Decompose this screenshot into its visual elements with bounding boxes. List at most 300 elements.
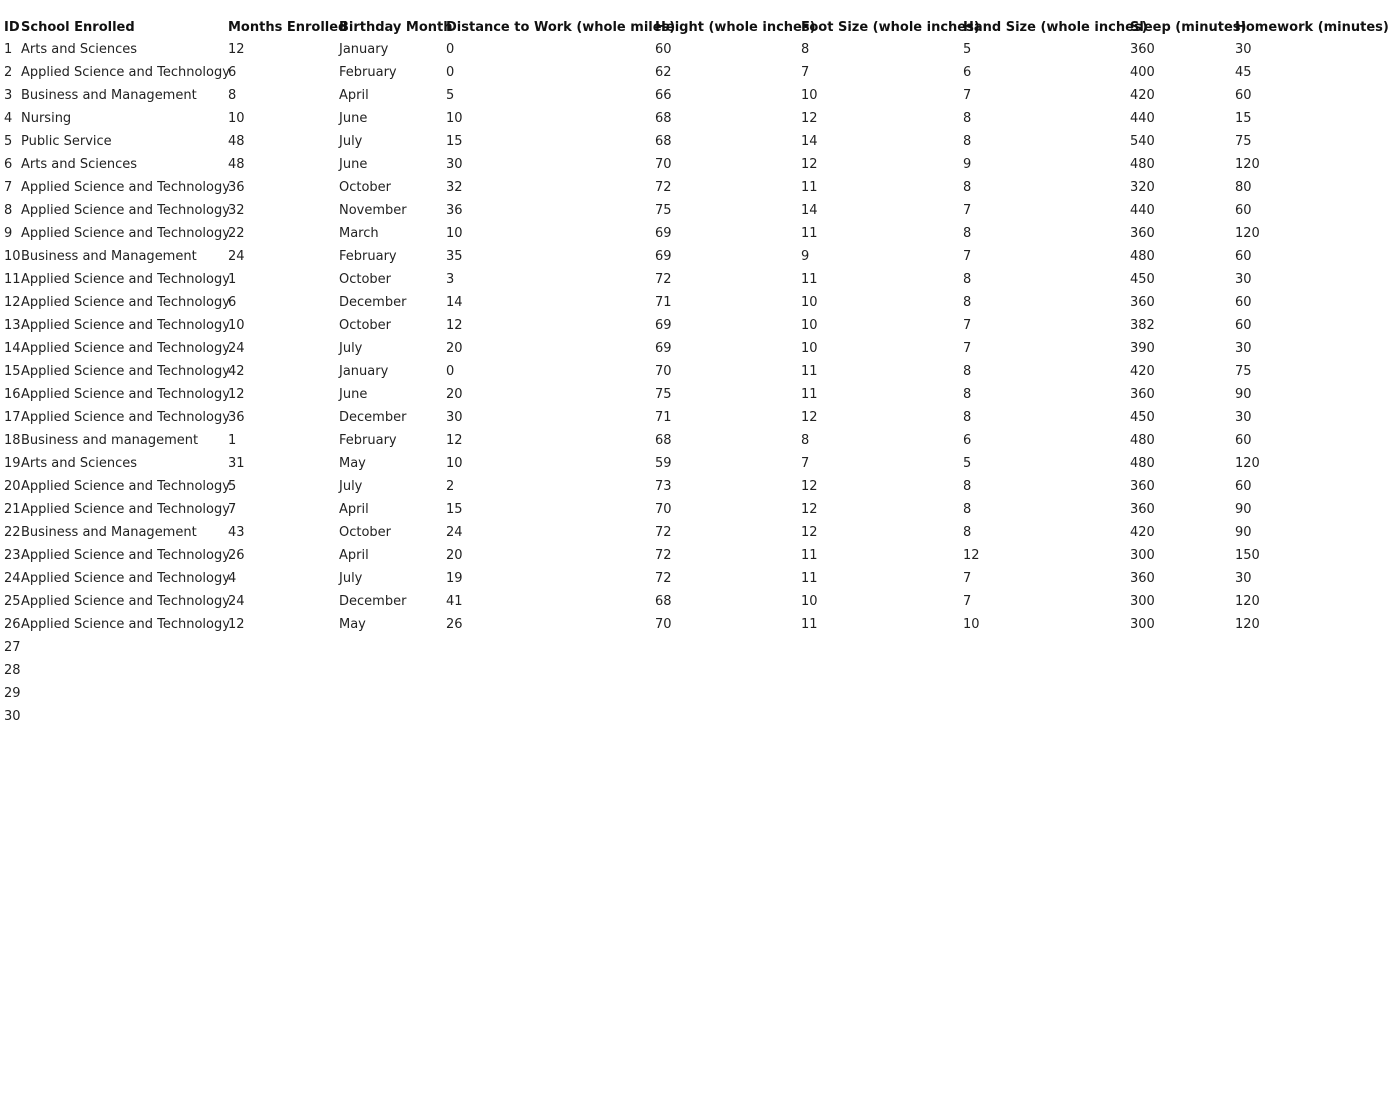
cell-birthday: October — [339, 318, 392, 333]
cell-id: 8 — [4, 203, 13, 218]
cell-sleep — [1130, 705, 1235, 728]
cell-homework: 90 — [1235, 387, 1252, 402]
cell-homework: 15 — [1235, 111, 1252, 126]
table-row — [4, 245, 1389, 268]
cell-hand: 8 — [963, 502, 972, 517]
cell-hand: 9 — [963, 157, 972, 172]
cell-sleep: 400 — [1130, 65, 1155, 80]
table-row — [4, 498, 1389, 521]
data-table — [4, 16, 1389, 728]
column-header-months: Months Enrolled — [228, 19, 348, 35]
cell-birthday: July — [339, 134, 363, 149]
cell-height: 72 — [655, 571, 672, 586]
table-row — [4, 406, 1389, 429]
cell-height: 68 — [655, 433, 672, 448]
cell-birthday: February — [339, 433, 397, 448]
cell-homework — [1235, 659, 1389, 682]
cell-hand: 8 — [963, 479, 972, 494]
cell-hand: 6 — [963, 433, 972, 448]
cell-sleep — [1130, 636, 1235, 659]
table-row — [4, 153, 1389, 176]
cell-school: Applied Science and Technology — [21, 502, 230, 517]
cell-foot: 11 — [801, 226, 818, 241]
cell-birthday: June — [339, 111, 368, 126]
cell-hand — [963, 636, 1130, 659]
cell-school: Applied Science and Technology — [21, 387, 230, 402]
cell-homework: 30 — [1235, 571, 1252, 586]
table-row — [4, 222, 1389, 245]
cell-sleep: 440 — [1130, 111, 1155, 126]
cell-school: Applied Science and Technology — [21, 226, 230, 241]
cell-height: 68 — [655, 594, 672, 609]
column-header-foot: Foot Size (whole inches) — [801, 19, 980, 35]
cell-height: 72 — [655, 272, 672, 287]
cell-sleep: 360 — [1130, 571, 1155, 586]
cell-height: 70 — [655, 364, 672, 379]
cell-months: 31 — [228, 456, 245, 471]
table-body — [4, 38, 1389, 728]
cell-hand: 7 — [963, 203, 972, 218]
table-row — [4, 38, 1389, 61]
cell-height — [655, 682, 801, 705]
cell-birthday: March — [339, 226, 379, 241]
cell-height: 69 — [655, 341, 672, 356]
cell-school: Applied Science and Technology — [21, 617, 230, 632]
cell-height: 72 — [655, 180, 672, 195]
cell-homework — [1235, 705, 1389, 728]
cell-id: 29 — [4, 686, 21, 701]
cell-id: 7 — [4, 180, 13, 195]
column-header-hand: Hand Size (whole inches) — [963, 19, 1148, 35]
table-row — [4, 176, 1389, 199]
cell-distance: 3 — [446, 272, 455, 287]
cell-school: Nursing — [21, 111, 72, 126]
cell-id: 18 — [4, 433, 21, 448]
cell-sleep: 480 — [1130, 456, 1155, 471]
cell-school: Applied Science and Technology — [21, 318, 230, 333]
cell-birthday: November — [339, 203, 407, 218]
column-header-birthday: Birthday Month — [339, 19, 453, 35]
cell-sleep: 360 — [1130, 387, 1155, 402]
cell-school: Business and Management — [21, 525, 197, 540]
cell-distance: 26 — [446, 617, 463, 632]
cell-hand: 8 — [963, 226, 972, 241]
cell-months: 10 — [228, 111, 245, 126]
cell-id: 10 — [4, 249, 21, 264]
table-row — [4, 613, 1389, 636]
cell-sleep: 360 — [1130, 502, 1155, 517]
cell-distance — [446, 682, 655, 705]
table-row — [4, 705, 1389, 728]
cell-foot: 14 — [801, 134, 818, 149]
cell-homework: 120 — [1235, 157, 1260, 172]
cell-id: 19 — [4, 456, 21, 471]
table-row — [4, 590, 1389, 613]
cell-distance: 30 — [446, 410, 463, 425]
cell-hand — [963, 659, 1130, 682]
cell-sleep: 360 — [1130, 42, 1155, 57]
cell-height: 71 — [655, 410, 672, 425]
cell-sleep: 420 — [1130, 364, 1155, 379]
cell-hand: 8 — [963, 111, 972, 126]
cell-birthday — [339, 636, 446, 659]
cell-months: 42 — [228, 364, 245, 379]
cell-sleep: 300 — [1130, 594, 1155, 609]
cell-distance: 0 — [446, 65, 455, 80]
cell-distance: 41 — [446, 594, 463, 609]
cell-homework: 120 — [1235, 594, 1260, 609]
cell-school: Applied Science and Technology — [21, 548, 230, 563]
cell-homework: 120 — [1235, 617, 1260, 632]
cell-hand: 5 — [963, 456, 972, 471]
cell-school — [21, 682, 228, 705]
cell-id: 20 — [4, 479, 21, 494]
cell-distance: 12 — [446, 433, 463, 448]
cell-school: Arts and Sciences — [21, 42, 137, 57]
cell-foot: 11 — [801, 272, 818, 287]
cell-distance: 14 — [446, 295, 463, 310]
cell-distance: 20 — [446, 387, 463, 402]
cell-sleep: 450 — [1130, 410, 1155, 425]
cell-sleep: 382 — [1130, 318, 1155, 333]
cell-foot: 11 — [801, 180, 818, 195]
cell-birthday: December — [339, 295, 407, 310]
cell-months: 48 — [228, 157, 245, 172]
cell-foot: 12 — [801, 479, 818, 494]
cell-sleep: 540 — [1130, 134, 1155, 149]
cell-months: 32 — [228, 203, 245, 218]
cell-foot: 11 — [801, 548, 818, 563]
table-row — [4, 383, 1389, 406]
cell-foot: 11 — [801, 387, 818, 402]
cell-height: 70 — [655, 617, 672, 632]
cell-height: 72 — [655, 525, 672, 540]
cell-school: Applied Science and Technology — [21, 341, 230, 356]
cell-foot: 8 — [801, 42, 810, 57]
cell-id: 16 — [4, 387, 21, 402]
cell-school — [21, 705, 228, 728]
cell-homework: 60 — [1235, 295, 1252, 310]
cell-id: 1 — [4, 42, 13, 57]
cell-months: 8 — [228, 88, 237, 103]
cell-hand: 8 — [963, 364, 972, 379]
cell-foot: 12 — [801, 410, 818, 425]
cell-birthday: December — [339, 410, 407, 425]
cell-months: 36 — [228, 180, 245, 195]
cell-birthday: October — [339, 525, 392, 540]
cell-id: 2 — [4, 65, 13, 80]
cell-height: 60 — [655, 42, 672, 57]
column-header-sleep: Sleep (minutes) — [1130, 19, 1247, 35]
cell-sleep: 420 — [1130, 525, 1155, 540]
cell-birthday: December — [339, 594, 407, 609]
header-row — [4, 16, 1389, 38]
cell-sleep: 450 — [1130, 272, 1155, 287]
cell-distance — [446, 705, 655, 728]
cell-homework: 60 — [1235, 479, 1252, 494]
cell-school: Applied Science and Technology — [21, 180, 230, 195]
cell-hand: 8 — [963, 525, 972, 540]
cell-homework: 30 — [1235, 272, 1252, 287]
cell-birthday: April — [339, 548, 369, 563]
table-row — [4, 659, 1389, 682]
cell-id: 22 — [4, 525, 21, 540]
cell-foot: 11 — [801, 571, 818, 586]
cell-hand: 7 — [963, 88, 972, 103]
cell-months — [228, 659, 339, 682]
cell-height: 68 — [655, 134, 672, 149]
cell-id: 4 — [4, 111, 13, 126]
cell-id: 30 — [4, 709, 21, 724]
cell-sleep: 480 — [1130, 157, 1155, 172]
cell-school: Arts and Sciences — [21, 157, 137, 172]
column-header-distance: Distance to Work (whole miles) — [446, 19, 676, 35]
cell-months — [228, 636, 339, 659]
cell-birthday: May — [339, 617, 366, 632]
table-row — [4, 682, 1389, 705]
cell-foot: 7 — [801, 65, 810, 80]
cell-id: 23 — [4, 548, 21, 563]
cell-homework: 120 — [1235, 226, 1260, 241]
table-row — [4, 521, 1389, 544]
cell-birthday — [339, 705, 446, 728]
cell-id: 5 — [4, 134, 13, 149]
table-row — [4, 199, 1389, 222]
cell-birthday: October — [339, 272, 392, 287]
cell-foot: 12 — [801, 502, 818, 517]
cell-months: 24 — [228, 594, 245, 609]
cell-distance: 32 — [446, 180, 463, 195]
cell-foot — [801, 636, 963, 659]
cell-homework: 90 — [1235, 525, 1252, 540]
cell-height: 70 — [655, 157, 672, 172]
cell-homework: 80 — [1235, 180, 1252, 195]
cell-school: Public Service — [21, 134, 112, 149]
cell-homework: 60 — [1235, 203, 1252, 218]
cell-height: 71 — [655, 295, 672, 310]
cell-sleep: 440 — [1130, 203, 1155, 218]
cell-months: 6 — [228, 295, 237, 310]
cell-sleep: 320 — [1130, 180, 1155, 195]
cell-foot: 14 — [801, 203, 818, 218]
cell-foot: 11 — [801, 617, 818, 632]
cell-height: 75 — [655, 387, 672, 402]
cell-foot: 8 — [801, 433, 810, 448]
cell-height: 59 — [655, 456, 672, 471]
table-row — [4, 268, 1389, 291]
column-header-homework: Homework (minutes) — [1235, 19, 1389, 35]
cell-distance: 10 — [446, 456, 463, 471]
cell-distance: 0 — [446, 364, 455, 379]
cell-id: 24 — [4, 571, 21, 586]
cell-birthday: April — [339, 502, 369, 517]
cell-hand: 7 — [963, 318, 972, 333]
cell-foot: 10 — [801, 341, 818, 356]
cell-sleep: 480 — [1130, 249, 1155, 264]
cell-homework — [1235, 636, 1389, 659]
cell-height — [655, 636, 801, 659]
cell-foot — [801, 682, 963, 705]
cell-distance: 24 — [446, 525, 463, 540]
cell-hand: 8 — [963, 295, 972, 310]
cell-distance: 15 — [446, 134, 463, 149]
cell-height: 69 — [655, 249, 672, 264]
cell-foot: 10 — [801, 88, 818, 103]
cell-months: 24 — [228, 249, 245, 264]
cell-distance: 20 — [446, 548, 463, 563]
cell-school — [21, 636, 228, 659]
cell-homework: 30 — [1235, 410, 1252, 425]
cell-school: Arts and Sciences — [21, 456, 137, 471]
cell-id: 13 — [4, 318, 21, 333]
cell-homework: 120 — [1235, 456, 1260, 471]
cell-school: Applied Science and Technology — [21, 272, 230, 287]
cell-hand: 7 — [963, 594, 972, 609]
cell-months: 1 — [228, 433, 237, 448]
cell-hand: 12 — [963, 548, 980, 563]
table-row — [4, 360, 1389, 383]
cell-homework: 30 — [1235, 42, 1252, 57]
cell-height: 69 — [655, 318, 672, 333]
table-row — [4, 337, 1389, 360]
cell-homework: 60 — [1235, 88, 1252, 103]
cell-foot: 9 — [801, 249, 810, 264]
cell-id: 25 — [4, 594, 21, 609]
cell-school: Applied Science and Technology — [21, 410, 230, 425]
cell-sleep — [1130, 659, 1235, 682]
cell-months: 12 — [228, 42, 245, 57]
cell-months — [228, 705, 339, 728]
cell-homework: 60 — [1235, 318, 1252, 333]
cell-homework: 75 — [1235, 364, 1252, 379]
cell-sleep: 360 — [1130, 226, 1155, 241]
cell-height: 73 — [655, 479, 672, 494]
cell-foot: 12 — [801, 525, 818, 540]
cell-foot: 10 — [801, 318, 818, 333]
cell-id: 27 — [4, 640, 21, 655]
cell-foot: 7 — [801, 456, 810, 471]
cell-homework: 90 — [1235, 502, 1252, 517]
cell-sleep: 390 — [1130, 341, 1155, 356]
table-row — [4, 130, 1389, 153]
cell-months: 12 — [228, 387, 245, 402]
cell-id: 28 — [4, 663, 21, 678]
cell-hand: 8 — [963, 134, 972, 149]
table-row — [4, 636, 1389, 659]
cell-id: 11 — [4, 272, 21, 287]
cell-sleep — [1130, 682, 1235, 705]
table-row — [4, 61, 1389, 84]
cell-school: Applied Science and Technology — [21, 203, 230, 218]
cell-months: 1 — [228, 272, 237, 287]
cell-homework: 60 — [1235, 433, 1252, 448]
cell-sleep: 300 — [1130, 617, 1155, 632]
cell-months: 7 — [228, 502, 237, 517]
cell-distance: 10 — [446, 226, 463, 241]
cell-months: 12 — [228, 617, 245, 632]
cell-months: 36 — [228, 410, 245, 425]
cell-id: 3 — [4, 88, 13, 103]
cell-months: 6 — [228, 65, 237, 80]
cell-school: Applied Science and Technology — [21, 594, 230, 609]
data-table-viewport — [4, 16, 1389, 724]
table-header — [4, 16, 1389, 38]
cell-distance: 30 — [446, 157, 463, 172]
cell-months: 5 — [228, 479, 237, 494]
cell-school: Business and Management — [21, 249, 197, 264]
cell-hand: 8 — [963, 387, 972, 402]
cell-hand — [963, 705, 1130, 728]
cell-birthday: July — [339, 571, 363, 586]
cell-birthday: January — [339, 42, 389, 57]
table-row — [4, 475, 1389, 498]
cell-hand: 8 — [963, 410, 972, 425]
cell-birthday: January — [339, 364, 389, 379]
cell-birthday: February — [339, 249, 397, 264]
cell-foot — [801, 705, 963, 728]
cell-birthday: July — [339, 479, 363, 494]
column-header-school: School Enrolled — [21, 19, 135, 35]
cell-sleep: 360 — [1130, 295, 1155, 310]
cell-foot: 12 — [801, 157, 818, 172]
cell-height: 70 — [655, 502, 672, 517]
cell-distance: 36 — [446, 203, 463, 218]
cell-foot — [801, 659, 963, 682]
cell-birthday: April — [339, 88, 369, 103]
cell-school: Business and management — [21, 433, 199, 448]
cell-homework: 45 — [1235, 65, 1252, 80]
table-row — [4, 567, 1389, 590]
cell-height — [655, 659, 801, 682]
cell-hand: 5 — [963, 42, 972, 57]
table-row — [4, 429, 1389, 452]
cell-id: 26 — [4, 617, 21, 632]
cell-months — [228, 682, 339, 705]
cell-distance: 20 — [446, 341, 463, 356]
cell-months: 48 — [228, 134, 245, 149]
table-row — [4, 107, 1389, 130]
cell-school: Applied Science and Technology — [21, 571, 230, 586]
cell-homework: 75 — [1235, 134, 1252, 149]
cell-hand: 8 — [963, 272, 972, 287]
cell-months: 24 — [228, 341, 245, 356]
cell-distance — [446, 636, 655, 659]
cell-months: 26 — [228, 548, 245, 563]
cell-distance: 12 — [446, 318, 463, 333]
cell-sleep: 360 — [1130, 479, 1155, 494]
cell-id: 14 — [4, 341, 21, 356]
cell-height: 68 — [655, 111, 672, 126]
cell-homework: 150 — [1235, 548, 1260, 563]
cell-school: Applied Science and Technology — [21, 479, 230, 494]
cell-birthday: February — [339, 65, 397, 80]
cell-hand — [963, 682, 1130, 705]
cell-school: Applied Science and Technology — [21, 65, 230, 80]
cell-height: 62 — [655, 65, 672, 80]
column-header-height: Height (whole inches) — [655, 19, 816, 35]
cell-homework: 60 — [1235, 249, 1252, 264]
cell-height: 72 — [655, 548, 672, 563]
cell-months: 22 — [228, 226, 245, 241]
cell-foot: 10 — [801, 295, 818, 310]
cell-school — [21, 659, 228, 682]
cell-distance: 10 — [446, 111, 463, 126]
cell-homework: 30 — [1235, 341, 1252, 356]
cell-school: Applied Science and Technology — [21, 295, 230, 310]
cell-birthday: July — [339, 341, 363, 356]
cell-birthday — [339, 659, 446, 682]
cell-months: 4 — [228, 571, 237, 586]
